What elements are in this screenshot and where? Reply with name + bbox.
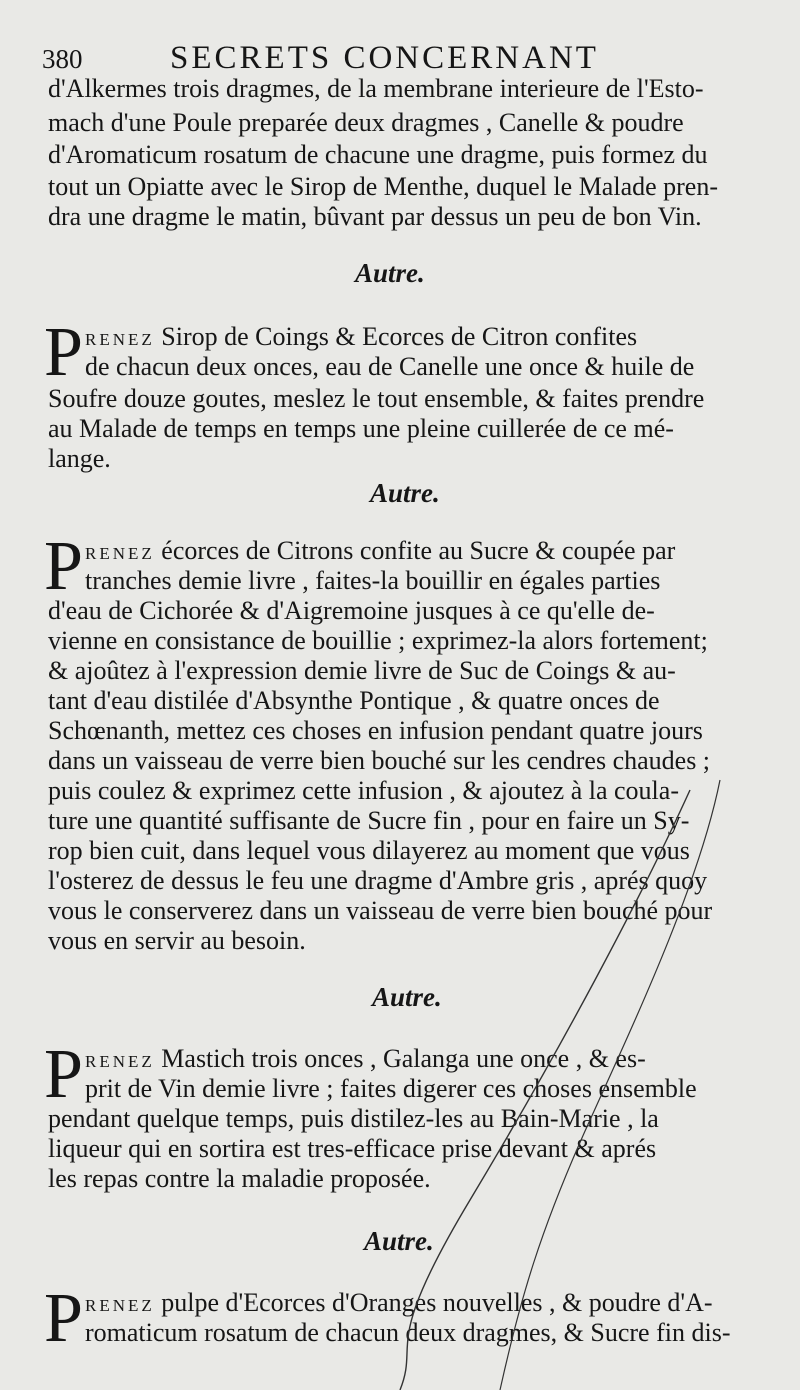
text-line: romaticum rosatum de chacun deux dragmes, & Sucre fin dis-	[85, 1318, 731, 1347]
drop-cap: P	[44, 1280, 83, 1357]
section-heading: Autre.	[372, 982, 442, 1012]
pen-stroke	[400, 790, 690, 1390]
text-line: Soufre douze goutes, meslez le tout ensemble, & faites prendre	[48, 384, 705, 413]
text-line: ture une quantité suffisante de Sucre fin , pour en faire un Sy-	[48, 806, 690, 835]
first-line-text: écorces de Citrons confite au Sucre & coupée par	[154, 536, 676, 565]
lead-word: RENEZ	[85, 1052, 155, 1071]
text-line: d'Aromaticum rosatum de chacune une dragme, puis formez du	[48, 140, 708, 169]
text-line: tout un Opiatte avec le Sirop de Menthe, duquel le Malade pren-	[48, 172, 719, 201]
text-line: tant d'eau distilée d'Absynthe Pontique , & quatre onces de	[48, 686, 660, 715]
text-line: pendant quelque temps, puis distilez-les au Bain-Marie , la	[48, 1104, 659, 1133]
text-line: mach d'une Poule preparée deux dragmes , Canelle & poudre	[48, 108, 684, 137]
text-line: & ajoûtez à l'expression demie livre de Suc de Coings & au-	[48, 656, 676, 685]
text-line: l'osterez de dessus le feu une dragme d'Ambre gris , aprés quoy	[48, 866, 708, 895]
text-line: dans un vaisseau de verre bien bouché sur les cendres chaudes ;	[48, 746, 711, 775]
pen-stroke	[500, 780, 720, 1390]
text-line: vous en servir au besoin.	[48, 926, 306, 955]
text-line: d'eau de Cichorée & d'Aigremoine jusques à ce qu'elle de-	[48, 596, 655, 625]
page-number: 380	[42, 44, 83, 74]
text-line: les repas contre la maladie proposée.	[48, 1164, 431, 1193]
first-line-text: Mastich trois onces , Galanga une once , & es-	[154, 1044, 646, 1073]
text-line: lange.	[48, 444, 111, 473]
text-line: d'Alkermes trois dragmes, de la membrane interieure de l'Esto-	[48, 74, 704, 103]
lead-word: RENEZ	[85, 1296, 155, 1315]
section-heading: Autre.	[370, 478, 440, 508]
text-line: Schœnanth, mettez ces choses en infusion pendant quatre jours	[48, 716, 703, 745]
text-line: puis coulez & exprimez cette infusion , & ajoutez à la coula-	[48, 776, 679, 805]
text-line: dra une dragme le matin, bûvant par dessus un peu de bon Vin.	[48, 202, 702, 231]
text-line: de chacun deux onces, eau de Canelle une once & huile de	[85, 352, 695, 381]
drop-cap: P	[44, 314, 83, 391]
section-heading: Autre.	[355, 258, 425, 288]
lead-word: RENEZ	[85, 330, 155, 349]
text-line: tranches demie livre , faites-la bouillir en égales parties	[85, 566, 661, 595]
running-title: SECRETS CONCERNANT	[170, 40, 599, 76]
text-line: vienne en consistance de bouillie ; exprimez-la alors fortement;	[48, 626, 708, 655]
section-heading: Autre.	[364, 1226, 434, 1256]
text-line: liqueur qui en sortira est tres-efficace prise devant & aprés	[48, 1134, 657, 1163]
text-line: rop bien cuit, dans lequel vous dilayerez au moment que vous	[48, 836, 690, 865]
drop-cap: P	[44, 528, 83, 605]
first-line-text: pulpe d'Ecorces d'Oranges nouvelles , & poudre d'A-	[154, 1288, 713, 1317]
drop-cap: P	[44, 1036, 83, 1113]
text-line: prit de Vin demie livre ; faites digerer ces choses ensemble	[85, 1074, 697, 1103]
first-line-text: Sirop de Coings & Ecorces de Citron confites	[154, 322, 638, 351]
lead-word: RENEZ	[85, 544, 155, 563]
text-line: vous le conserverez dans un vaisseau de verre bien bouché pour	[48, 896, 713, 925]
text-line: au Malade de temps en temps une pleine cuillerée de ce mé-	[48, 414, 674, 443]
